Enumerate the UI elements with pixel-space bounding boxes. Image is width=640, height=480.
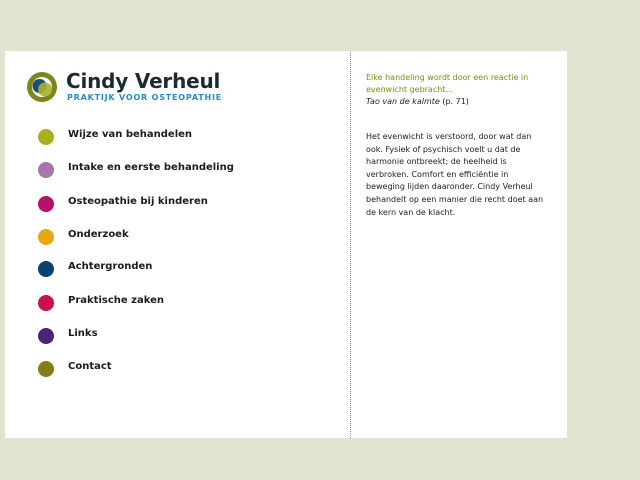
nav-item-onderzoek[interactable] [38,227,338,247]
nav-item-label: Achtergronden [68,261,153,272]
quote-block [366,72,546,108]
nav-bullet-icon [38,196,54,212]
quote-text: Elke handeling wordt door een reactie in evenwicht gebracht... [366,73,529,94]
nav-item-links[interactable] [38,326,338,346]
nav-item-label: Intake en eerste behandeling [68,162,234,173]
intro-paragraph: Het evenwicht is verstoord, door wat dan ook. Fysiek of psychisch voelt u dat de harmonie ontbreekt; de heelheid is verbroken. Comfort en efficiëntie in beweging lijden daaronder. Cindy Verheul behandelt op een manier die recht doet aan de kern van de klacht. [366,132,544,217]
nav-item-label: Wijze van behandelen [68,129,193,140]
nav-bullet-icon [38,261,54,277]
nav-bullet-icon [38,328,54,344]
nav-bullet-icon [38,361,54,377]
brand-name: Cindy Verheul [66,69,221,93]
nav-bullet-icon [38,295,54,311]
nav-item-achtergronden[interactable] [38,259,338,279]
nav-item-wijze-van-behandelen[interactable] [38,127,338,147]
nav-item-praktische-zaken[interactable] [38,293,338,313]
quote-source: Tao van de kalmte [366,97,440,106]
nav-item-intake[interactable] [38,160,338,180]
nav-bullet-icon [38,162,54,178]
nav-item-label: Onderzoek [68,229,129,240]
quote-page: (p. 71) [442,97,469,106]
nav-bullet-icon [38,129,54,145]
nav-item-label: Contact [68,361,112,372]
nav-item-label: Links [68,328,98,339]
nav-item-label: Osteopathie bij kinderen [68,196,208,207]
nav-bullet-icon [38,229,54,245]
nav-item-contact[interactable] [38,359,338,379]
content-card [5,51,567,438]
logo[interactable] [26,71,226,105]
brand-tagline: PRAKTIJK VOOR OSTEOPATHIE [67,93,222,102]
nav-item-osteopathie-kinderen[interactable] [38,194,338,214]
logo-mark-icon [26,71,58,103]
column-divider [350,51,351,438]
nav-item-label: Praktische zaken [68,295,164,306]
